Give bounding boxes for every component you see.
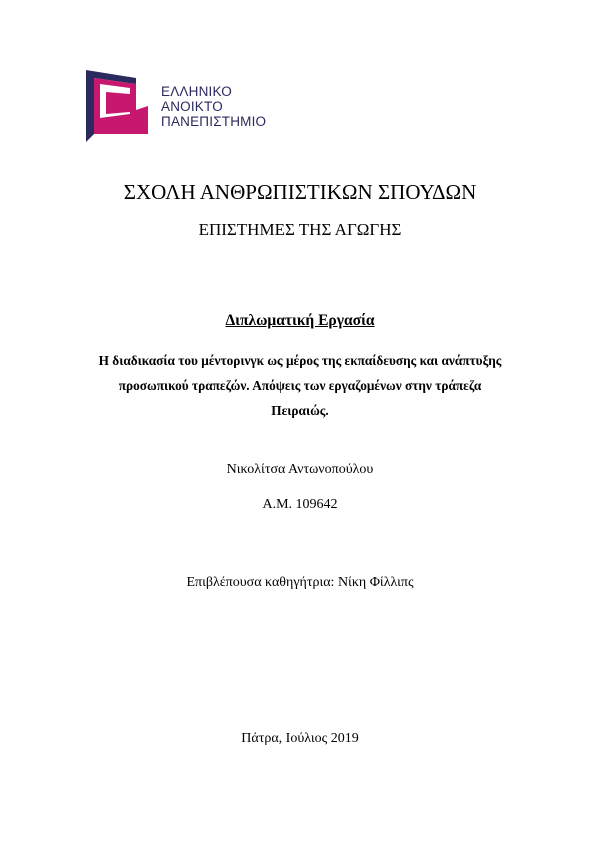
author-name: Νικολίτσα Αντωνοπούλου xyxy=(226,462,374,477)
thesis-title xyxy=(0,348,600,423)
student-id: Α.Μ. 109642 xyxy=(262,497,338,512)
logo-line-1: ΕΛΛΗΝΙΚΟ xyxy=(161,84,232,99)
university-logo xyxy=(86,70,306,145)
logo-line-3: ΠΑΝΕΠΙΣΤΗΜΙΟ xyxy=(161,114,267,129)
department-name: ΕΠΙΣΤΗΜΕΣ ΤΗΣ ΑΓΩΓΗΣ xyxy=(198,220,402,239)
thesis-title-line: προσωπικού τραπεζών. Απόψεις των εργαζομένων στην τράπεζα xyxy=(118,378,482,393)
supervisor-line: Επιβλέπουσα καθηγήτρια: Νίκη Φίλλιπς xyxy=(186,575,414,590)
thesis-title-line: Η διαδικασία του μέντορινγκ ως μέρος της εκπαίδευσης και ανάπτυξης xyxy=(98,353,502,368)
university-logo-icon xyxy=(86,70,154,142)
logo-line-2: ΑΝΟΙΚΤΟ xyxy=(161,99,223,114)
document-type-heading: Διπλωματική Εργασία xyxy=(225,312,375,329)
thesis-title-line: Πειραιώς. xyxy=(271,403,329,418)
school-name: ΣΧΟΛΗ ΑΝΘΡΩΠΙΣΤΙΚΩΝ ΣΠΟΥΔΩΝ xyxy=(123,180,477,204)
place-date: Πάτρα, Ιούλιος 2019 xyxy=(241,731,359,746)
logo-wordmark xyxy=(161,84,266,129)
